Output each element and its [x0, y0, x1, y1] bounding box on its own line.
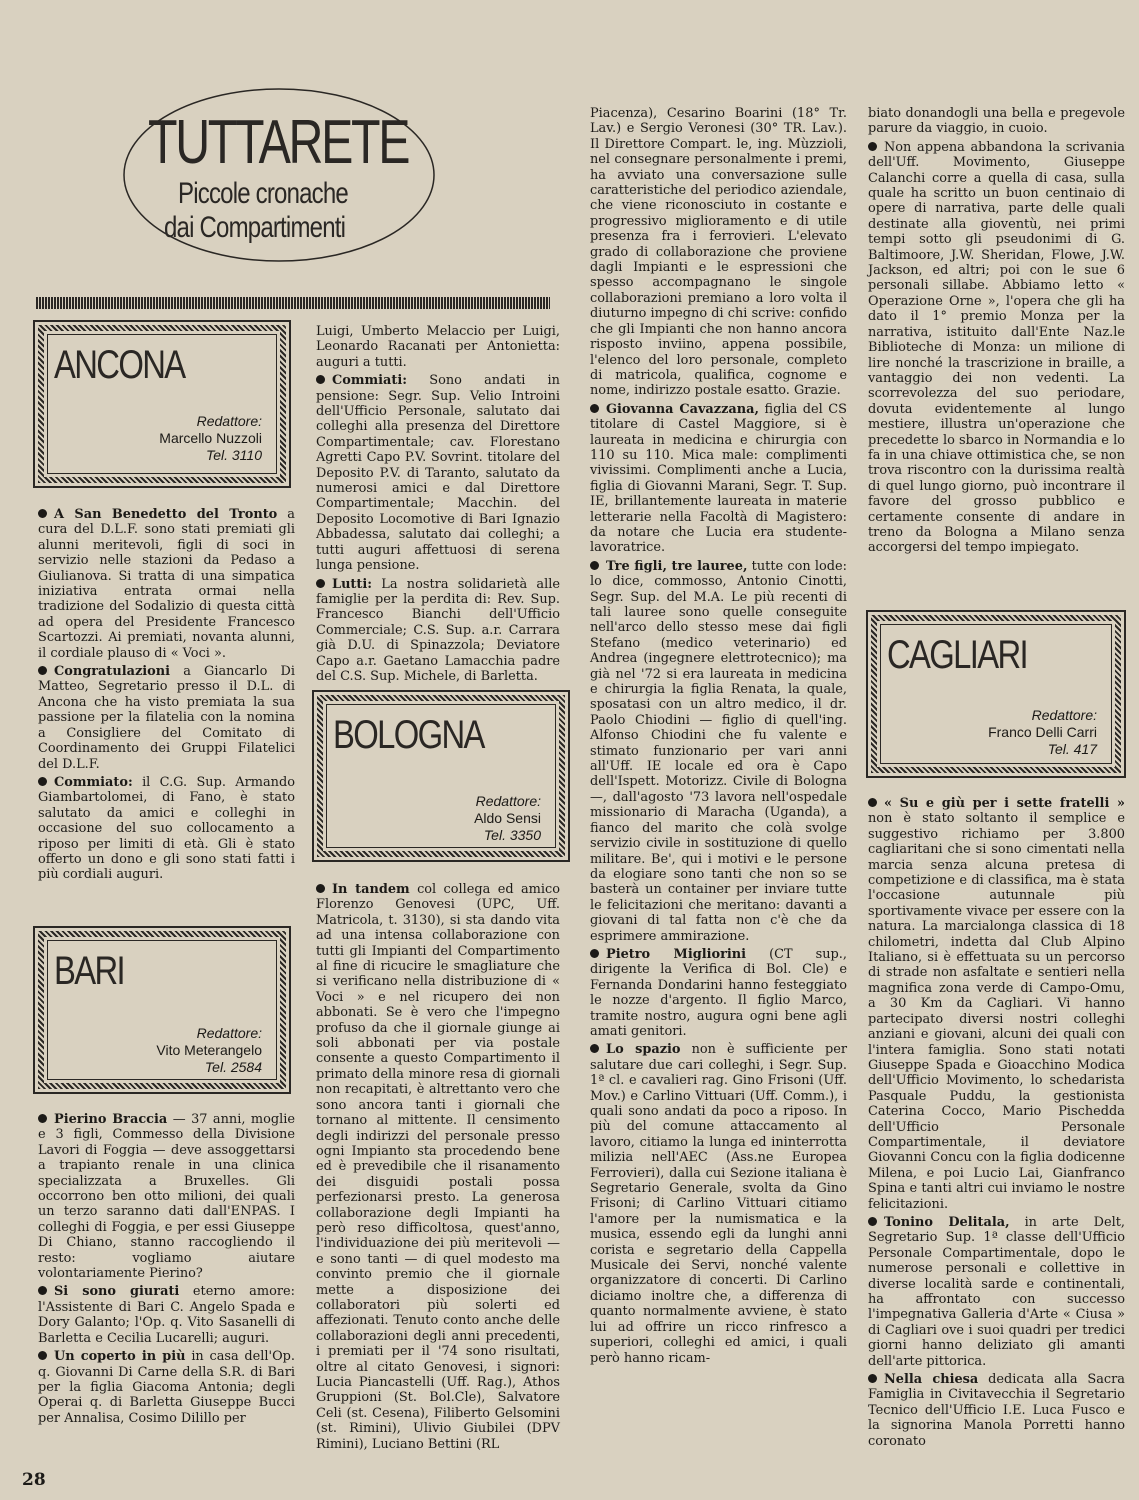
article-lead: A San Benedetto del Tronto: [54, 507, 278, 522]
article-lead: Nella chiesa: [884, 1372, 979, 1388]
bullet-icon: [38, 1351, 47, 1360]
bullet-icon: [868, 1217, 877, 1226]
section-box-inner: [47, 940, 277, 1080]
header-logo: [120, 85, 438, 265]
header-subtitle-line1: Piccole cronache: [178, 177, 348, 210]
section-box-inner: [326, 704, 556, 848]
section-editor: [156, 1025, 262, 1076]
article-text: col collega ed amico Florenzo Genovesi (UPC, Uff. Matricola, t. 3130), si sta dando vita ad una intensa collaborazione con tutti gli Impianti del Compartimento al fine di ricucire le smagliature che si verificano nella distribuzione di « Voci » e nel ricupero dei non abbonati. Se è vero che l'impegno profuso da che il giornale giunge ai soli abbonati per via postale consente a questo Compartimento il primato della minore resa di giornali non recapitati, è altrettanto vero che sono ancora tanti i giornali che tornano al mittente. Il censimento degli indirizzi del personale presso ogni Impianto sta procedendo bene ed è prevedibile che il risanamento dei disguidi postali possa perfezionarsi presto. La generosa collaborazione degli Impianti ha però reso difficoltosa, quest'anno, l'individuazione dei più meritevoli — e sono tanti — di quel modesto ma convinto premio che il giornale mette a disposizione dei collaboratori più solerti ed affezionati. Tenuto conto anche delle collaborazioni degli anni precedenti, i premiati per il '74 sono risultati, oltre al citato Genovesi, i signori: Lucia Piancastelli (Uff. Rag.), Athos Gruppioni (St. Bol.Cle), Salvatore Celi (st. Cesena), Filiberto Gelsomini (st. Rimini), Ulivio Giubilei (DPV Rimini), Luciano Bettini (RL: [316, 882, 560, 1452]
column-2: [316, 324, 560, 684]
section-editor: [988, 707, 1097, 758]
article-text: eterno amore: l'Assistente di Bari C. Angelo Spada e Dory Galanto; l'Op. q. Vito Sasanelli di Barletta e Cecilia Lucarelli; auguri.: [38, 1284, 295, 1346]
article-lead: In tandem: [332, 882, 410, 897]
bullet-icon: [590, 561, 599, 570]
article-lead: Si sono giurati: [54, 1284, 180, 1300]
article-lead: Pierino Braccia: [54, 1112, 168, 1127]
header-rule: [36, 297, 550, 309]
article-text: Sono andati in pensione: Segr. Sup. Velio Introini dell'Ufficio Personale, salutato dai colleghi alla presenza del Direttore Compartimentale; cav. Florestano Agretti Capo P.V. Sovrint. titolare del Deposito P.V. di Taranto, salutato da numerosi amici e dal Direttore Compartimentale; Macchin. del Deposito Locomotive di Bari Ignazio Abbadessa, salutato dai colleghi; a tutti auguri affettuosi di serena lunga pensione.: [316, 373, 560, 574]
page-number: 28: [22, 1470, 46, 1490]
editor-label: Redattore:: [196, 413, 262, 429]
article-lead: Commiati:: [332, 373, 407, 389]
section-box-inner: [47, 334, 277, 474]
article-text: Non appena abbandona la scrivania dell'Uff. Movimento, Giuseppe Calanchi corre a quella di casa, sulla quale ha scritto un buon centinaio di opere di narrativa, parte delle quali destinate alla gioventù, nei primi tempi sotto gli pseudonimi di G. Baltimoore, J.W. Sheridan, Flowe, J.W. Jackson, ed altri; poi con le sue 6 personali sillabe. Abbiamo letto « Operazione Orne », l'opera che gli ha dato il 1° premio Monza per la narrativa, istituito dall'Ente Naz.le Biblioteche di Monza: un milione di lire nonché la trascrizione in braille, a vantaggio dei non vedenti. La scorrevolezza del suo periodare, dovuta evidentemente al lungo mestiere, illustra un'operazione che precedette lo sbarco in Normandia e lo fa in una chiave ottimistica che, se non trova riscontro con la durissima realtà di quel lungo giorno, può incontrare il favore del grosso pubblico e certamente consente di andare in treno da Bologna a Milano senza accorgersi del tempo impiegato.: [868, 139, 1125, 556]
section-name: BOLOGNA: [333, 713, 484, 757]
article-text: a cura del D.L.F. sono stati premiati gli alunni meritevoli, figli di soci in servizio nelle stazioni da Pedaso a Giulianova. Si tratta di una simpatica iniziativa entrata ormai nella tradizione del Sodalizio di questa città ad opera del Presidente Francesco Scartozzi. Ai premiati, novanta alunni, il cordiale plauso di « Voci ».: [38, 507, 295, 661]
bullet-icon: [868, 1374, 877, 1383]
article-text: figlia del CS titolare di Castel Maggiore, si è laureata in medicina e chirurgia con 110 su 110. Mica male: complimenti vivissimi. Complimenti anche a Lucia, figlia di Giovanni Marani, Segr. T. Sup. IE, brillantemente laureata in materie letterarie nella Facoltà di Magistero: da notare che Lucia era studente-lavoratrice.: [590, 401, 847, 556]
bullet-icon: [316, 884, 325, 893]
bullet-icon: [868, 798, 877, 807]
section-name: ANCONA: [54, 343, 185, 387]
bullet-icon: [38, 1114, 47, 1123]
article-lead: Congratulazioni: [54, 664, 171, 680]
section-box-bologna: [312, 690, 570, 862]
article-text: a Giancarlo Di Matteo, Segretario presso il D.L. di Ancona che ha visto premiata la sua passione per la filatelia con la nomina a Consigliere del Comitato di Coordinamento dei Gruppi Filatelici del D.L.F.: [38, 664, 295, 772]
article-lead: Commiato:: [54, 774, 133, 790]
bullet-icon: [590, 1044, 599, 1053]
article-text: Luigi, Umberto Melaccio per Luigi, Leonardo Racanati per Antonietta: auguri a tutti.: [316, 324, 560, 370]
column-4: [868, 106, 1125, 602]
section-box-inner: [880, 624, 1112, 764]
article-text: il C.G. Sup. Armando Giambartolomei, di Fano, è stato salutato da amici e colleghi in occasione del suo collocamento a riposo per limiti di età. Gli è stato offerto un dono e gli sono stati fatti i più cordiali auguri.: [38, 774, 295, 883]
section-box-ancona: [33, 320, 291, 488]
editor-tel: Tel. 2584: [204, 1059, 262, 1075]
bullet-icon: [38, 509, 47, 518]
bullet-icon: [316, 579, 325, 588]
section-name: BARI: [54, 949, 124, 993]
bullet-icon: [316, 375, 325, 384]
article-text: tutte con lode: lo dice, commosso, Antonio Cinotti, Segr. Sup. del M.A. Le più recenti di tali lauree sono quelle conseguite nell'arco dello stesso mese dai figli Stefano (medico veterinario) ed Andrea (ingegnere elettrotecnico); ma già nel '72 si era laureata in medicina e chirurgia la figlia Renata, la quale, sposatasi con un altro medico, il dr. Paolo Chiodini — figlio di quell'ing. Alfonso Chiodini che fu valente e stimato funzionario per vari anni all'Uff. IE locale ed ora è Capo dell'Ispett. Motorizz. Civile di Bologna —, dall'agosto '73 lavora nell'ospedale missionario di Maracha (Uganda), a fianco del marito che colà svolge servizio civile in sostituzione di quello militare. Be', qui i motivi e le persone da elogiare sono tanti che non so se basterà un container per inviare tutte le felicitazioni che meritano: davanti a giovani di tal fatta non c'è che da esprimere ammirazione.: [590, 558, 847, 944]
article-lead: Tre figli, tre lauree,: [606, 558, 748, 574]
article-text: non è stato soltanto il semplice e suggestivo richiamo per 3.800 cagliaritani che si sono cimentati nella marcia senza alcuna pretesa di competizione e di classifica, ma è stata l'occasione autunnale più sportivamente vivace per essere con la natura. La marcialonga classica di 18 chilometri, indetta dal Club Alpino Italiano, si è effettuata su un percorso di strade non asfaltate e sentieri nella magnifica zona verde di Campo-Omu, a 30 Km da Cagliari. Vi hanno partecipato diversi nostri colleghi anziani e giovani, alcuni dei quali con l'intera famiglia. Sono stati notati Giuseppe Spada e Gioacchino Modica dell'Ufficio Movimento, lo schedarista Pasquale Puddu, la gestionista Caterina Cocco, Mario Pischedda dell'Ufficio Personale Compartimentale, il deviatore Giovanni Concu con la figlia dodicenne Milena, e poi Lucio Lai, Gianfranco Spina e tanti altri cui inviamo le nostre felicitazioni.: [868, 811, 1125, 1212]
editor-label: Redattore:: [475, 793, 541, 809]
bullet-icon: [38, 666, 47, 675]
editor-label: Redattore:: [1031, 707, 1097, 723]
article-lead: Un coperto in più: [54, 1349, 186, 1365]
show-through-ghost: [560, 20, 585, 123]
article-text: Piacenza), Cesarino Boarini (18° Tr. Lav.) e Sergio Veronesi (30° TR. Lav.). Il Direttore Compart. le, ing. Mùzzioli, nel consegnare personalmente i premi, ha avviato una conversazione sulle caratteristiche del periodico aziendale, che viene riconosciuto in costante e progressivo miglioramento e di utile presenza fra i ferrovieri. L'elevato grado di collaborazione che proviene dagli Impianti e le espressioni che spesso accompagnano le singole collaborazioni premiano a loro volta il diuturno impegno di chi scrive: confido che gli Impianti che non hanno ancora risposto inviino, appena possibile, l'elenco del loro personale, completo di matricola, qualifica, cognome e nome, indirizzo postale esatto. Grazie.: [590, 106, 847, 399]
section-editor: [159, 413, 262, 464]
bullet-icon: [38, 1286, 47, 1295]
article-text: (CT sup., dirigente la Verifica di Bol. Cle) e Fernanda Dondarini hanno festeggiato le nozze d'argento. Il figlio Marco, tramite nostro, augura ogni bene agli amati genitori.: [590, 946, 848, 1039]
column-1b: [38, 1112, 295, 1460]
column-1: [38, 507, 295, 909]
bullet-icon: [590, 404, 599, 413]
article-lead: Giovanna Cavazzana,: [606, 401, 759, 417]
editor-name: Aldo Sensi: [474, 810, 541, 826]
article-lead: Lo spazio: [606, 1042, 681, 1058]
article-text: — 37 anni, moglie e 3 figli, Commesso della Divisione Lavori di Foggia — deve assoggettarsi a trapianto renale in una clinica specializzata a Bruxelles. Gli occorrono ben otto milioni, dei quali un terzo saranno dati dall'ENPAS. I colleghi di Foggia, e per essi Giuseppe Di Chiano, stanno raccogliendo il resto: vogliamo aiutare volontariamente Pierino?: [38, 1112, 295, 1282]
column-2b: [316, 882, 560, 1462]
section-box-bari: [33, 926, 291, 1094]
editor-label: Redattore:: [196, 1025, 262, 1041]
header-title: TUTTARETE: [148, 108, 409, 177]
bullet-icon: [590, 949, 599, 958]
column-4b: [868, 796, 1125, 1462]
article-lead: Pietro Migliorini: [606, 946, 747, 962]
section-name: CAGLIARI: [887, 633, 1027, 677]
article-text: non è sufficiente per salutare due cari colleghi, i Segr. Sup. 1ª cl. e cavalieri rag. Gino Frisoni (Uff. Mov.) e Carlino Vittuari (Uff. Comm.), i quali sono andati da poco a riposo. In più del comune attaccamento al lavoro, citiamo la lunga ed ininterrotta milizia nell'AEC (Ass.ne Europea Ferrovieri), dalla cui Sezione italiana è Segretario Generale, svolta da Gino Frisoni; di Carlino Vittuari citiamo l'amore per la numismatica e la musica, essendo egli da lunghi anni corista e segretario della Cappella Musicale dei Servi, nonché valente organizzatore di concerti. Di Carlino diciamo inoltre che, a differenza di quanto normalmente avviene, è stato lui ad offrire un ricco rinfresco a superiori, colleghi ed amici, i quali però hanno ricam-: [590, 1042, 847, 1366]
editor-tel: Tel. 417: [1047, 741, 1097, 757]
editor-tel: Tel. 3350: [483, 827, 541, 843]
bullet-icon: [868, 142, 877, 151]
column-3: [590, 106, 847, 1462]
editor-name: Franco Delli Carri: [988, 724, 1097, 740]
editor-name: Vito Meterangelo: [156, 1042, 262, 1058]
article-lead: Tonino Delitala,: [884, 1214, 1010, 1230]
editor-name: Marcello Nuzzoli: [159, 430, 262, 446]
section-box-cagliari: [866, 610, 1126, 778]
article-text: in casa dell'Op. q. Giovanni Di Carne della S.R. di Bari per la figlia Giacoma Antonia; degli Operai q. di Barletta Giuseppe Bucci per Annalisa, Cosimo Dilillo per: [38, 1349, 296, 1426]
article-text: dedicata alla Sacra Famiglia in Civitavecchia il Segretario Tecnico dell'Ufficio I.E. Luca Fusco e la signorina Manola Porretti hanno coronato: [868, 1372, 1125, 1449]
article-lead: Lutti:: [332, 576, 372, 592]
article-lead: « Su e giù per i sette fratelli »: [884, 796, 1125, 811]
editor-tel: Tel. 3110: [205, 447, 262, 463]
header-subtitle-line2: dai Compartimenti: [164, 211, 346, 244]
article-text: in arte Delt, Segretario Sup. 1ª classe dell'Ufficio Personale Compartimentale, dopo le numerose personali e collettive in diverse località sarde e continentali, ha affrontato con successo l'impegnativa Galleria d'Arte « Ciusa » di Cagliari ove i suoi quadri per tredici giorni hanno deliziato gli amanti dell'arte pittorica.: [868, 1214, 1125, 1369]
article-text: La nostra solidarietà alle famiglie per la perdita di: Rev. Sup. Francesco Bianchi dell'Ufficio Commerciale; C.S. Sup. a.r. Carrara già D.U. di Spinazzola; Deviatore Capo a.r. Gaetano Lamacchia padre del C.S. Sup. Michele, di Barletta.: [316, 576, 560, 684]
bullet-icon: [38, 777, 47, 786]
article-text: biato donandogli una bella e pregevole parure da viaggio, in cuoio.: [868, 106, 1125, 137]
section-editor: [474, 793, 541, 844]
